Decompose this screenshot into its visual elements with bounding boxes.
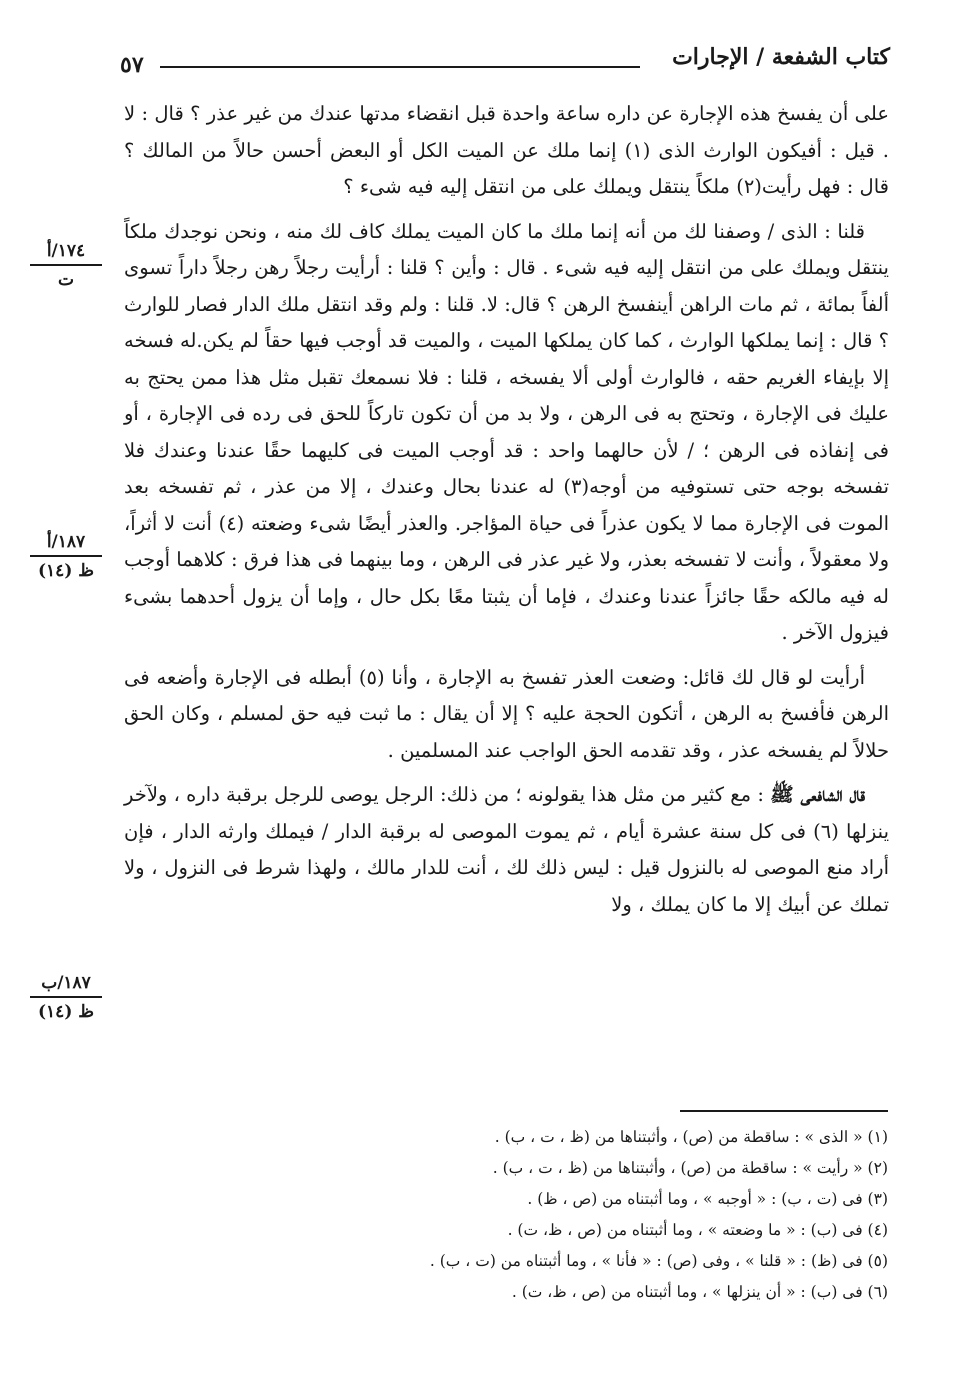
footnote: (٢) « رأيت » : ساقطة من (ص) ، وأثبتناها من (ظ ، ت ، ب) . <box>492 1159 888 1177</box>
margin-folio-ref <box>30 240 102 291</box>
header-rule <box>160 66 640 68</box>
margin-folio-number: ١٨٧/ب <box>30 972 102 998</box>
page-number: ٥٧ <box>120 52 144 78</box>
footnote-separator <box>680 1110 888 1112</box>
main-text <box>124 96 889 931</box>
paragraph <box>124 777 889 923</box>
margin-folio-number: ١٨٧/أ <box>30 531 102 557</box>
footnote: (٣) فى (ت ، ب) : « أوجبه » ، وما أثبتناه من (ص ، ظ) . <box>527 1190 888 1208</box>
footnote: (٦) فى (ب) : « أن ينزلها » ، وما أثبتناه من (ص ، ظ، ت) . <box>511 1283 888 1301</box>
margin-folio-ref <box>30 972 102 1023</box>
footnote: (٥) فى (ظ) : « قلنا » ، وفى (ص) : « فأنا » ، وما أثبتناه من (ت ، ب) . <box>429 1252 888 1270</box>
paragraph-lead-bold: قال الشافعى ﷺ <box>770 783 865 806</box>
footnotes <box>300 1122 888 1308</box>
margin-manuscript-siglum: ظ (١٤) <box>38 561 94 581</box>
margin-folio-ref <box>30 531 102 582</box>
paragraph: أرأيت لو قال لك قائل: وضعت العذر تفسخ به الإجارة ، وأنا (٥) أبطله فى الإجارة وأضعه فى الرهن فأفسخ به الرهن ، أتكون الحجة عليه ؟ إلا أن يقال : ما ثبت فيه حق لمسلم ، وكان الحق حلالاً لم يفسخه عذر ، وقد تقدمه الحق الواجب عند المسلمين . <box>124 665 889 762</box>
running-header <box>120 40 890 80</box>
footnote: (٤) فى (ب) : « ما وضعته » ، وما أثبتناه من (ص ، ظ، ت) . <box>507 1221 888 1239</box>
running-title: كتاب الشفعة / الإجارات <box>672 44 890 70</box>
margin-manuscript-siglum: ت <box>57 270 74 290</box>
footnote: (١) « الذى » : ساقطة من (ص) ، وأثبتناها من (ظ ، ت ، ب) . <box>494 1128 888 1146</box>
margin-folio-number: ١٧٤/أ <box>30 240 102 266</box>
margin-manuscript-siglum: ظ (١٤) <box>38 1002 94 1022</box>
paragraph: قلنا : الذى / وصفنا لك من أنه إنما ملك ما كان الميت يملك كاف لك منه ، ونحن نوجدك ملكاً ينتقل ويملك على من انتقل إليه فيه شىء . قال : وأين ؟ قلنا : أرأيت رجلاً رهن رجلاً داراً تسوى ألفاً بمائة ، ثم مات الراهن أينفسخ الرهن ؟ قال: لا. قلنا : ولم وقد انتقل ملك الدار فصار للوارث ؟ قال : إنما يملكها الوارث ، كما كان يملكها الميت ، والميت قد أوجب فيها حقاً لم يكن.له فسخه إلا بإيفاء الغريم حقه ، فالوارث أولى ألا يفسخه ، قلنا : فلا نسمعك تقبل مثل هذا ممن يحتج به عليك فى الإجارة ، وتحتج به فى الرهن ، ولا بد من أن تكون تاركاً للحق فى رده فى الإجارة ، أو فى إنفاذه فى الرهن ؛ / لأن حالهما واحد : قد أوجب الميت فى كليهما حقًا عندنا وعندك فلا تفسخه بوجه حتى تستوفيه من أوجه(٣) له عندنا بحال وعندك ، إلا من عذر ، ثم تفسخه بعد الموت فى الإجارة مما لا يكون عذراً فى حياة المؤاجر. والعذر أيضًا شىء وضعته (٤) أنت لا أثراً، ولا معقولاً ، وأنت لا تفسخه بعذر، ولا غير عذر فى الرهن ، وما بينهما فى هذا فرق : كلاهما أوجب له فيه مالكه حقًا جائزاً عندنا وعندك ، فإما أن يثبتا معًا بكل حال ، وإما أن يزول أحدهما بشىء فيزول الآخر . <box>124 219 889 644</box>
paragraph-text: : مع كثير من مثل هذا يقولونه ؛ من ذلك: الرجل يوصى للرجل برقبة داره ، ولآخر ينزلها (٦) فى كل سنة عشرة أيام ، ثم يموت الموصى له برقبة الدار / فيملك وارثه الدار ، فإن أراد منع الموصى له بالنزول قيل : ليس ذلك لك ، أنت للدار مالك ، ولهذا شرط فى النزول ، ولا تملك عن أبيك إلا ما كان يملك ، ولا <box>124 783 889 916</box>
paragraph: على أن يفسخ هذه الإجارة عن داره ساعة واحدة قبل انقضاء مدتها عندك من غير عذر ؟ قال : لا . قيل : أفيكون الوارث الذى (١) إنما ملك عن الميت الكل أو البعض أحسن حالاً من المالك ؟ قال : فهل رأيت(٢) ملكاً ينتقل ويملك على من انتقل إليه فيه شىء ؟ <box>124 102 890 198</box>
